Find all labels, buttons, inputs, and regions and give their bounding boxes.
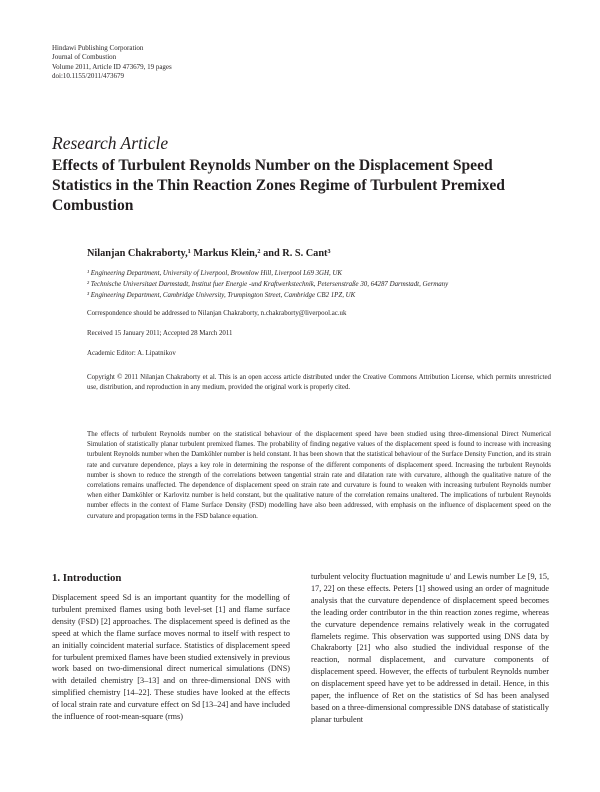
authors: Nilanjan Chakraborty,¹ Markus Klein,² and R. S. Cant³: [87, 248, 331, 259]
article-type: Research Article: [52, 133, 169, 153]
academic-editor: Academic Editor: A. Lipatnikov: [87, 350, 176, 357]
affiliation-1: ¹ Engineering Department, University of Liverpool, Brownlow Hill, Liverpool L69 3GH, UK: [87, 270, 343, 277]
publication-info: [52, 44, 172, 82]
volume-info: Volume 2011, Article ID 473679, 19 pages: [52, 62, 172, 71]
copyright-notice: Copyright © 2011 Nilanjan Chakraborty et al. This is an open access article distributed under the Creative Commons Attribution License, which permits unrestricted use, distribution, and reproduction in any medium, provided the original work is properly cited.: [87, 374, 551, 392]
paper-title: Effects of Turbulent Reynolds Number on the Displacement Speed Statistics in the Thin Reaction Zones Regime of Turbulent Premixed Combustion: [52, 157, 505, 215]
affiliations: [87, 268, 448, 302]
intro-text-left-column: Displacement speed Sd is an important quantity for the modelling of turbulent premixed flames using both level-set [1] and flame surface density (FSD) [2] approaches. The displacement speed is defined as the speed at which the flame surface moves normal to itself with respect to an initially coincident material surface. Statistics of displacement speed for turbulent premixed flames have been studied extensively in previous work based on two-dimensional direct numerical simulations (DNS) with detailed chemistry [3–13] and on three-dimensional DNS with simplified chemistry [14–22]. These studies have looked at the effects of local strain rate and curvature effect on Sd [13–24] and have included the influence of root-mean-square (rms): [52, 593, 290, 722]
doi: doi:10.1155/2011/473679: [52, 72, 125, 81]
affiliation-2: ² Technische Universitaet Darmstadt, Institut fuer Energie -und Kraftwerkstechnik, Petersenstraße 30, 64287 Darmstadt, Germany: [87, 281, 449, 289]
section-heading: 1. Introduction: [52, 572, 122, 584]
affiliation-3: ³ Engineering Department, Cambridge University, Trumpington Street, Cambridge CB2 1PZ, UK: [87, 292, 356, 300]
publisher: Hindawi Publishing Corporation: [52, 44, 144, 52]
correspondence: Correspondence should be addressed to Nilanjan Chakraborty, n.chakraborty@liverpool.ac.uk: [87, 310, 347, 317]
abstract: The effects of turbulent Reynolds number on the statistical behaviour of the displacement speed have been studied using three-dimensional Direct Numerical Simulation of statistically planar turbulent premixed flames. The probability of finding negative values of the displacement speed is found to increase with increasing turbulent Reynolds number when the Damköhler number is held constant. It has been shown that the statistical behaviour of the Surface Density Function, and its strain rate and curvature dependence, plays a key role in determining the response of the different components of displacement speed. Increasing the turbulent Reynolds number is shown to reduce the strength of the correlations between tangential strain rate and dilatation rate with curvature, although the qualitative nature of the correlations remains unaffected. The dependence of displacement speed on strain rate and curvature is found to weaken with increasing turbulent Reynolds number when either Damköhler or Karlovitz number is held constant, but the qualitative nature of the correlation remains unaltered. The implications of turbulent Reynolds number effects in the context of Flame Surface Density (FSD) modelling have also been addressed, with emphasis on the influence of displacement speed on the curvature and propagation terms in the FSD balance equation.: [87, 431, 551, 520]
journal-name: Journal of Combustion: [52, 53, 117, 62]
received-date: Received 15 January 2011; Accepted 28 March 2011: [87, 330, 233, 337]
intro-text-right-column: turbulent velocity fluctuation magnitude u′ and Lewis number Le [9, 15, 17, 22] on these effects. Peters [1] showed using an order of magnitude analysis that the curvature dependence of displacement speed becomes the leading order contributor in the thin reaction zones regime, whereas the curvature dependence remains relatively weak in the corrugated flamelets regime. This observation was supported using DNS data by Chakraborty [21] who also studied the individual response of the reaction, normal displacement, and curvature components of displacement speed. However, the effects of turbulent Reynolds number on displacement speed have yet to be addressed in detail. Hence, in this paper, the influence of Ret on the statistics of Sd has been analysed based on a three-dimensional compressible DNS database of statistically planar turbulent: [311, 572, 549, 724]
